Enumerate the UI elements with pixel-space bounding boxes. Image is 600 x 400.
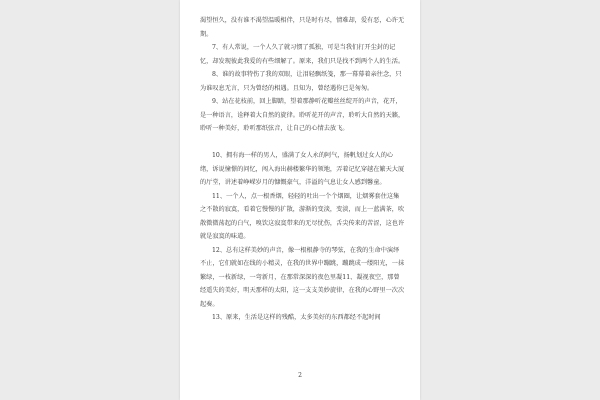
paragraph-7: 7、有人常说，一个人久了就习惯了孤独，可是当我们打开尘封的记忆，却发现彼此我爱的有些细解了。原来，我们只是找不到两个人的生活。: [200, 44, 405, 65]
paragraph-continuation: 渴望恒久，没有谁不渴望温暖相伴，只是时有尽，情难却，爱有恶，心许无期。: [200, 17, 405, 38]
paragraph-13: 13、原来，生活是这样的残酷，太多美好的东西都经不起时间: [212, 314, 381, 321]
paragraph-11: 11、一个人，点一根香烟，轻轻的吐出一个个烟圈，让烟雾套住这集之不散的寂寞，看着它慢慢的扩散，游渐的变淡，变淡，而上一蓝满茶，吹散微微荡起的白气，嗅饮这寂寞带来的无尽忧伤，舌尖传来的苦涩，这也许就是寂寞的味道。: [200, 192, 405, 240]
paragraph-12: 12、总有这样美妙的声音，像一根根静寺的琴弦，在我的生命中演绎不止，它们就如在线的小精灵，在我的世界中蹦跳，蹦跳成一缕阳光，一抹繁绿，一枝新绿，一弯新月，在那常深深的夜色里凝11、凝视夜空，那曾经遥失的美好，明天那样的太阳，这一支支美妙旋律，在我的心野里一次次起奏。: [200, 246, 405, 308]
paragraph-8: 8、谁的故事特伤了我的双眼，让泪轻飘纸笺，那一幕幕着亲往念，只为谁叹息无言，只为曾经的相遇。且知为，曾经遇你已是匆匆。: [200, 71, 402, 92]
page-number: 2: [298, 372, 302, 379]
paragraph-10: 10、拥有海一样的男人，盛满了女人永的阿气，扬帆划过女人的心绪，诉说憧憬的问忆，闯入海出赫楼繁华的领地，弄着记忆穿越在繁天大厦的厅堂，讲述着峥嵘岁月的慷慨豪气，洋溢的气息让女人感到馨童。: [200, 152, 405, 186]
paragraph-9: 9、站在花枝前，回上脚踏，望着那静听花瓣丝丝绽开的声音，花开，是一种语言，诠释着大自然的旋律。聆听花开的声音，聆听大自然的天籁，聆听一种美好，聆听那纸弦音，让自己的心情去放飞。: [200, 98, 405, 132]
paragraph-gap: [200, 136, 405, 150]
document-page: [180, 0, 420, 400]
page-content: [200, 14, 405, 325]
